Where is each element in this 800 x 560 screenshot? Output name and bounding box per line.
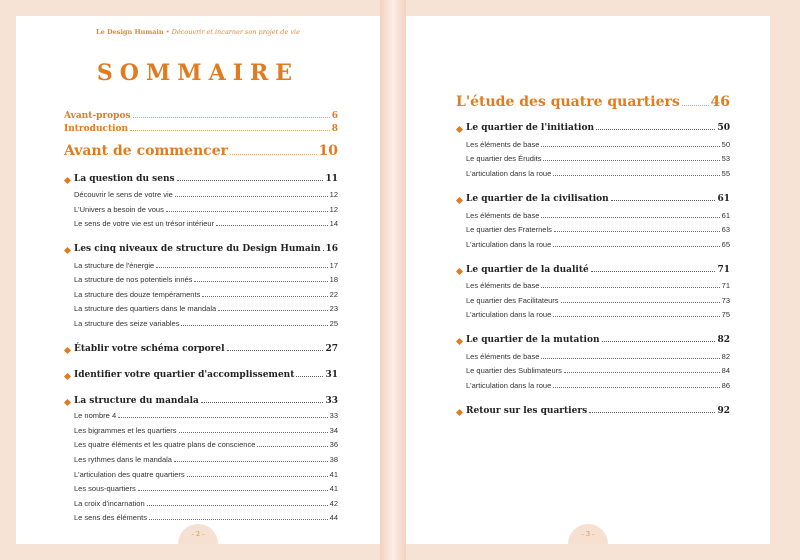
toc-subsection[interactable] xyxy=(466,366,730,375)
toc-subsection-page-number: 73 xyxy=(721,296,730,305)
toc-subsection[interactable] xyxy=(74,484,338,493)
toc-subsection-label: Les quatre éléments et les quatre plans de conscience xyxy=(74,440,256,449)
leader-dots xyxy=(230,145,317,155)
leader-dots xyxy=(156,263,327,268)
leader-dots xyxy=(130,125,330,131)
toc-subsection-label: Le quartier des Facilitateurs xyxy=(466,296,559,305)
toc-subsection-page-number: 33 xyxy=(329,411,338,420)
toc-subsection[interactable] xyxy=(74,275,338,284)
toc-entry-introduction[interactable] xyxy=(64,124,338,134)
leader-dots xyxy=(177,175,324,181)
toc-section[interactable] xyxy=(74,396,338,406)
toc-subsection-label: L'articulation dans la roue xyxy=(466,240,552,249)
leader-dots xyxy=(179,428,328,433)
toc-part-etude-des-quartiers[interactable] xyxy=(456,94,730,110)
toc-section[interactable] xyxy=(74,244,338,254)
leader-dots xyxy=(174,457,328,462)
toc-part-avant-de-commencer-label: Avant de commencer xyxy=(64,143,228,159)
leader-dots xyxy=(201,397,324,403)
leader-dots xyxy=(149,515,328,520)
toc-subsection-page-number: 12 xyxy=(329,190,338,199)
toc-section-label: Le quartier de la civilisation xyxy=(466,194,609,204)
toc-section-label: Identifier votre quartier d'accomplissement xyxy=(74,370,295,380)
toc-section-page-number: 16 xyxy=(325,244,338,254)
toc-part-etude-des-quartiers-page-number: 46 xyxy=(710,94,730,110)
leader-dots xyxy=(118,413,328,418)
toc-subsection-page-number: 41 xyxy=(329,470,338,479)
running-head-subtitle: Découvrir et incarner son projet de vie xyxy=(171,28,300,36)
toc-subsection[interactable] xyxy=(466,225,730,234)
toc-subsection-page-number: 65 xyxy=(721,240,730,249)
toc-subsection[interactable] xyxy=(466,211,730,220)
toc-subsection[interactable] xyxy=(74,190,338,199)
leader-dots xyxy=(166,207,328,212)
diamond-bullet-icon xyxy=(456,268,463,275)
toc-subsection-page-number: 71 xyxy=(721,281,730,290)
leader-dots xyxy=(553,242,719,247)
leader-dots xyxy=(541,213,719,218)
leader-dots xyxy=(541,142,719,147)
toc-subsection-label: Le sens des éléments xyxy=(74,513,147,522)
toc-entry-avant-propos[interactable] xyxy=(64,111,338,121)
toc-section[interactable] xyxy=(466,123,730,133)
toc-subsection-page-number: 18 xyxy=(329,275,338,284)
leader-dots xyxy=(323,245,324,251)
toc-section-label: Le quartier de la dualité xyxy=(466,265,589,275)
leader-dots xyxy=(553,312,719,317)
page-title: SOMMAIRE xyxy=(96,60,300,86)
left-page xyxy=(16,16,380,544)
leader-dots xyxy=(138,486,328,491)
toc-subsection[interactable] xyxy=(74,319,338,328)
toc-section-label: La structure du mandala xyxy=(74,396,199,406)
toc-part-etude-des-quartiers-label: L'étude des quatre quartiers xyxy=(456,94,680,110)
toc-subsection-page-number: 44 xyxy=(329,513,338,522)
leader-dots xyxy=(596,124,715,130)
toc-subsection-page-number: 82 xyxy=(721,352,730,361)
diamond-bullet-icon xyxy=(64,373,71,380)
leader-dots xyxy=(175,192,328,197)
toc-subsection-label: La structure des seize variables xyxy=(74,319,180,328)
right-folio: - 3 - xyxy=(568,524,608,544)
toc-section[interactable] xyxy=(74,344,338,354)
toc-subsection-label: Le quartier des Fraternels xyxy=(466,225,552,234)
toc-subsection-label: L'articulation dans la roue xyxy=(466,169,552,178)
toc-subsection-page-number: 53 xyxy=(721,154,730,163)
toc-subsection-page-number: 36 xyxy=(329,440,338,449)
toc-subsection-label: L'articulation dans la roue xyxy=(466,310,552,319)
leader-dots xyxy=(564,368,720,373)
toc-subsection[interactable] xyxy=(466,296,730,305)
toc-section-page-number: 50 xyxy=(717,123,730,133)
toc-section-page-number: 82 xyxy=(717,335,730,345)
toc-subsection-label: Les éléments de base xyxy=(466,211,540,220)
leader-dots xyxy=(187,472,328,477)
diamond-bullet-icon xyxy=(456,338,463,345)
toc-subsection-page-number: 86 xyxy=(721,381,730,390)
toc-subsection-label: Les rythmes dans le mandala xyxy=(74,455,172,464)
toc-subsection-label: Découvrir le sens de votre vie xyxy=(74,190,173,199)
toc-subsection-page-number: 50 xyxy=(721,140,730,149)
book-gutter xyxy=(380,0,406,560)
diamond-bullet-icon xyxy=(64,247,71,254)
leader-dots xyxy=(218,306,327,311)
toc-section[interactable] xyxy=(74,174,338,184)
toc-subsection-label: Le nombre 4 xyxy=(74,411,117,420)
right-page xyxy=(406,16,770,544)
toc-subsection-page-number: 63 xyxy=(721,225,730,234)
diamond-bullet-icon xyxy=(64,399,71,406)
toc-entry-introduction-label: Introduction xyxy=(64,124,129,134)
leader-dots xyxy=(591,266,716,272)
toc-subsection[interactable] xyxy=(466,381,730,390)
running-head xyxy=(16,28,380,36)
leader-dots xyxy=(216,221,328,226)
toc-subsection[interactable] xyxy=(74,513,338,522)
leader-dots xyxy=(553,171,719,176)
toc-subsection-label: Le quartier des Érudits xyxy=(466,154,542,163)
toc-entry-introduction-page-number: 8 xyxy=(331,124,338,134)
toc-section-label: Le quartier de l'initiation xyxy=(466,123,595,133)
toc-section-page-number: 71 xyxy=(717,265,730,275)
leader-dots xyxy=(602,336,716,342)
toc-subsection-page-number: 55 xyxy=(721,169,730,178)
toc-subsection-label: Le sens de votre vie est un trésor intérieur xyxy=(74,219,215,228)
toc-section[interactable] xyxy=(466,406,730,416)
toc-subsection[interactable] xyxy=(74,455,338,464)
toc-subsection-page-number: 38 xyxy=(329,455,338,464)
toc-subsection-label: L'Univers a besoin de vous xyxy=(74,205,164,214)
toc-subsection[interactable] xyxy=(74,290,338,299)
toc-subsection-page-number: 22 xyxy=(329,290,338,299)
leader-dots xyxy=(202,292,327,297)
toc-subsection-label: La structure des quartiers dans le mandala xyxy=(74,304,217,313)
left-folio: - 2 - xyxy=(178,524,218,544)
leader-dots xyxy=(589,407,715,413)
toc-subsection-label: La structure des douze tempéraments xyxy=(74,290,201,299)
toc-subsection[interactable] xyxy=(74,304,338,313)
leader-dots xyxy=(541,354,719,359)
toc-subsection[interactable] xyxy=(74,499,338,508)
running-head-title: Le Design Humain xyxy=(96,28,164,36)
leader-dots xyxy=(682,96,709,106)
toc-subsection-page-number: 17 xyxy=(329,261,338,270)
leader-dots xyxy=(543,156,719,161)
toc-subsection-label: La structure de l'énergie xyxy=(74,261,155,270)
toc-subsection-page-number: 25 xyxy=(329,319,338,328)
toc-subsection-page-number: 14 xyxy=(329,219,338,228)
toc-entry-avant-propos-page-number: 6 xyxy=(331,111,338,121)
leader-dots xyxy=(133,112,330,118)
toc-section-label: Établir votre schéma corporel xyxy=(74,344,225,354)
leader-dots xyxy=(181,321,327,326)
toc-subsection[interactable] xyxy=(466,154,730,163)
toc-subsection-label: Le quartier des Sublimateurs xyxy=(466,366,562,375)
toc-subsection-label: Les éléments de base xyxy=(466,352,540,361)
toc-subsection-label: Les éléments de base xyxy=(466,281,540,290)
toc-section[interactable] xyxy=(466,194,730,204)
toc-subsection-label: L'articulation des quatre quartiers xyxy=(74,470,185,479)
toc-section-page-number: 27 xyxy=(325,344,338,354)
leader-dots xyxy=(611,195,716,201)
toc-subsection[interactable] xyxy=(466,140,730,149)
diamond-bullet-icon xyxy=(64,347,71,354)
diamond-bullet-icon xyxy=(456,409,463,416)
toc-subsection-label: Les éléments de base xyxy=(466,140,540,149)
toc-section-page-number: 61 xyxy=(717,194,730,204)
toc-subsection-page-number: 23 xyxy=(329,304,338,313)
toc-section-page-number: 31 xyxy=(325,370,338,380)
toc-part-avant-de-commencer[interactable] xyxy=(64,143,338,159)
toc-subsection-page-number: 61 xyxy=(721,211,730,220)
toc-entry-avant-propos-label: Avant-propos xyxy=(64,111,131,121)
toc-subsection[interactable] xyxy=(74,261,338,270)
diamond-bullet-icon xyxy=(456,197,463,204)
toc-subsection[interactable] xyxy=(466,310,730,319)
toc-subsection[interactable] xyxy=(74,205,338,214)
toc-subsection-label: L'articulation dans la roue xyxy=(466,381,552,390)
leader-dots xyxy=(194,277,327,282)
toc-section[interactable] xyxy=(466,265,730,275)
running-head-separator: • xyxy=(165,28,170,36)
toc-subsection[interactable] xyxy=(74,470,338,479)
toc-section-page-number: 33 xyxy=(325,396,338,406)
toc-subsection-label: La structure de nos potentiels innés xyxy=(74,275,193,284)
diamond-bullet-icon xyxy=(456,126,463,133)
toc-part-avant-de-commencer-page-number: 10 xyxy=(318,143,338,159)
toc-section-label: Les cinq niveaux de structure du Design Humain xyxy=(74,244,321,254)
diamond-bullet-icon xyxy=(64,177,71,184)
toc-subsection[interactable] xyxy=(466,169,730,178)
toc-subsection[interactable] xyxy=(74,426,338,435)
toc-subsection[interactable] xyxy=(466,352,730,361)
toc-section-page-number: 92 xyxy=(717,406,730,416)
leader-dots xyxy=(296,371,323,377)
toc-subsection[interactable] xyxy=(74,219,338,228)
toc-section[interactable] xyxy=(466,335,730,345)
toc-subsection-label: Les bigrammes et les quartiers xyxy=(74,426,177,435)
leader-dots xyxy=(553,383,719,388)
toc-section-label: Retour sur les quartiers xyxy=(466,406,588,416)
toc-subsection[interactable] xyxy=(74,440,338,449)
leader-dots xyxy=(554,227,720,232)
leader-dots xyxy=(561,298,720,303)
toc-subsection-label: Les sous-quartiers xyxy=(74,484,136,493)
toc-section-label: La question du sens xyxy=(74,174,175,184)
leader-dots xyxy=(147,501,328,506)
toc-subsection[interactable] xyxy=(466,281,730,290)
toc-section[interactable] xyxy=(74,370,338,380)
toc-subsection-page-number: 41 xyxy=(329,484,338,493)
toc-section-label: Le quartier de la mutation xyxy=(466,335,600,345)
toc-section-page-number: 11 xyxy=(325,174,338,184)
toc-subsection[interactable] xyxy=(466,240,730,249)
toc-subsection-page-number: 34 xyxy=(329,426,338,435)
toc-subsection-page-number: 84 xyxy=(721,366,730,375)
leader-dots xyxy=(227,345,324,351)
toc-subsection-label: La croix d'incarnation xyxy=(74,499,145,508)
toc-subsection[interactable] xyxy=(74,411,338,420)
toc-subsection-page-number: 75 xyxy=(721,310,730,319)
toc-subsection-page-number: 42 xyxy=(329,499,338,508)
toc-subsection-page-number: 12 xyxy=(329,205,338,214)
leader-dots xyxy=(541,283,719,288)
leader-dots xyxy=(257,442,327,447)
